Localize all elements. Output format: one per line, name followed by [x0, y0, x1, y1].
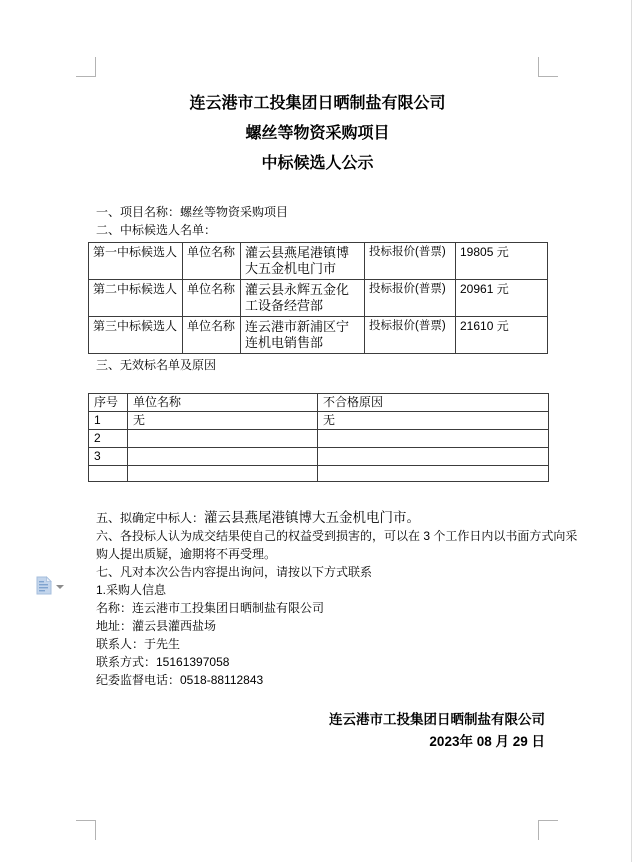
table-row	[89, 448, 549, 466]
table-row	[89, 317, 548, 354]
unit-cell: 无	[128, 412, 318, 430]
signature-block	[329, 709, 545, 753]
unit-name: 灌云县燕尾港镇博大五金机电门市	[241, 243, 365, 280]
reason-cell	[318, 448, 549, 466]
candidates-table	[88, 242, 548, 354]
unit-name: 灌云县永辉五金化工设备经营部	[241, 280, 365, 317]
invalid-bids-table	[88, 393, 549, 482]
price-label: 投标报价(普票)	[365, 317, 456, 354]
column-header-reason: 不合格原因	[318, 394, 549, 412]
price-label: 投标报价(普票)	[365, 243, 456, 280]
table-row	[89, 280, 548, 317]
section-objection-line2: 购人提出质疑，逾期将不再受理。	[96, 547, 277, 561]
reason-cell	[318, 430, 549, 448]
winner-name: 灌云县燕尾港镇博大五金机电门市。	[204, 510, 421, 525]
seq-cell: 1	[89, 412, 128, 430]
body-text-block	[96, 509, 578, 689]
column-header-unit: 单位名称	[128, 394, 318, 412]
paste-options-button[interactable]	[36, 576, 66, 598]
table-header-row	[89, 394, 549, 412]
seq-cell: 3	[89, 448, 128, 466]
unit-cell	[128, 430, 318, 448]
margin-crop-mark-bottom-right	[538, 820, 558, 821]
unit-name: 连云港市新浦区宁连机电销售部	[241, 317, 365, 354]
section-winner-line	[96, 509, 548, 527]
margin-crop-mark-bottom-left	[76, 820, 96, 821]
seq-cell	[89, 466, 128, 482]
unit-cell	[128, 448, 318, 466]
document-title-announcement: 中标候选人公示	[261, 155, 374, 172]
price-value: 20961 元	[456, 280, 548, 317]
unit-label: 单位名称	[183, 317, 241, 354]
section-objection-line1: 六、各投标人认为成交结果使自己的权益受到损害的，可以在 3 个工作日内以书面方式向采	[96, 529, 578, 543]
reason-cell	[318, 466, 549, 482]
signature-date: 2023年 08 月 29 日	[429, 734, 545, 749]
document-title-company: 连云港市工投集团日晒制盐有限公司	[189, 95, 446, 112]
reason-cell: 无	[318, 412, 549, 430]
price-label: 投标报价(普票)	[365, 280, 456, 317]
supervision-phone: 纪委监督电话：0518-88112843	[96, 673, 264, 687]
column-header-seq: 序号	[89, 394, 128, 412]
section-candidates-heading: 二、中标候选人名单：	[96, 223, 217, 237]
seq-cell: 2	[89, 430, 128, 448]
margin-crop-mark-top-right	[538, 76, 558, 77]
document-title-project: 螺丝等物资采购项目	[245, 125, 390, 142]
margin-crop-mark-bottom-right	[538, 820, 539, 840]
table-row	[89, 430, 549, 448]
unit-label: 单位名称	[183, 243, 241, 280]
candidate-rank: 第三中标候选人	[89, 317, 183, 354]
margin-crop-mark-top-left	[76, 76, 96, 77]
table-row	[89, 466, 549, 482]
section-invalid-bids-heading: 三、无效标名单及原因	[96, 358, 217, 372]
candidate-rank: 第二中标候选人	[89, 280, 183, 317]
purchaser-address: 地址：灌云县灌西盐场	[96, 619, 217, 633]
margin-crop-mark-top-left	[95, 57, 96, 77]
price-value: 19805 元	[456, 243, 548, 280]
table-row	[89, 243, 548, 280]
purchaser-info-heading: 1.采购人信息	[96, 583, 167, 597]
candidate-rank: 第一中标候选人	[89, 243, 183, 280]
signature-company: 连云港市工投集团日晒制盐有限公司	[329, 712, 545, 727]
purchaser-contact-phone: 联系方式：15161397058	[96, 655, 230, 669]
section-contact-heading: 七、凡对本次公告内容提出询问，请按以下方式联系	[96, 565, 373, 579]
table-row	[89, 412, 549, 430]
purchaser-name: 名称：连云港市工投集团日晒制盐有限公司	[96, 601, 325, 615]
purchaser-contact-person: 联系人：于先生	[96, 637, 181, 651]
margin-crop-mark-bottom-left	[95, 820, 96, 840]
winner-label: 五、拟确定中标人：	[96, 511, 205, 525]
section-project-name: 一、项目名称：螺丝等物资采购项目	[96, 205, 289, 219]
unit-cell	[128, 466, 318, 482]
price-value: 21610 元	[456, 317, 548, 354]
margin-crop-mark-top-right	[538, 57, 539, 77]
unit-label: 单位名称	[183, 280, 241, 317]
chevron-down-icon	[56, 585, 64, 589]
